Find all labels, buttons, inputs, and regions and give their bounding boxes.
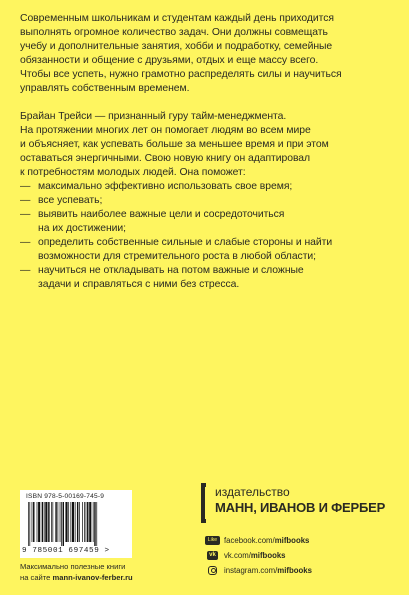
social-link-facebook[interactable]	[205, 535, 309, 547]
publisher-name: МАНН, ИВАНОВ И ФЕРБЕР	[215, 500, 386, 515]
publisher-label: издательство	[215, 485, 290, 499]
facebook-like-icon: Like	[205, 536, 220, 545]
social-url	[224, 551, 286, 560]
social-url	[224, 536, 309, 545]
instagram-icon	[208, 566, 217, 575]
list-item-text: научиться не откладывать на потом важные и сложные задачи и справляться с ними без стресса.	[38, 265, 304, 290]
benefits-list	[20, 180, 392, 292]
promo-prefix: на сайте	[20, 572, 53, 582]
list-item	[20, 208, 392, 236]
list-item-text: все успевать;	[38, 195, 103, 206]
list-item-text: максимально эффективно использовать свое время;	[38, 181, 293, 192]
social-handle: mifbooks	[274, 536, 310, 545]
vk-icon: vk	[207, 551, 218, 560]
publisher-site-link[interactable]: mann-ivanov-ferber.ru	[52, 572, 133, 582]
social-link-vk[interactable]	[205, 550, 286, 562]
description-paragraph-2: Брайан Трейси — признанный гуру тайм-менеджмента. На протяжении многих лет он помогает людям во всем мире и объясняет, как успевать больше за меньшее время и при этом оставаться энергичными. Свою новую книгу он адаптировал к потребностям молодых людей. Она поможет:	[20, 111, 329, 178]
social-domain: instagram.com/	[224, 566, 278, 575]
bracket-icon	[201, 483, 206, 523]
social-handle: mifbooks	[277, 566, 312, 575]
social-link-instagram[interactable]	[205, 565, 312, 577]
list-dash: —	[20, 181, 31, 192]
promo-text	[20, 562, 133, 583]
social-handle: mifbooks	[250, 551, 286, 560]
social-url	[224, 566, 312, 575]
isbn-barcode	[20, 490, 132, 558]
social-domain: facebook.com/	[224, 536, 275, 545]
barcode-digits: 9 785001 697459 >	[22, 547, 110, 555]
promo-line-2	[20, 573, 133, 584]
list-dash: —	[20, 209, 31, 220]
list-item-text: выявить наиболее важные цели и сосредоточиться на их достижении;	[38, 209, 285, 234]
list-item	[20, 236, 392, 264]
list-dash: —	[20, 195, 31, 206]
list-item-text: определить собственные сильные и слабые стороны и найти возможности для стремительного роста в любой области;	[38, 237, 333, 262]
barcode-bars	[26, 502, 126, 546]
description-paragraph-1: Современным школьникам и студентам каждый день приходится выполнять огромное количество задач. Они должны совмещать учебу и дополнительные занятия, хобби и подработку, семейные обязанности и общение с друзьями, отдых и еще массу всего. Чтобы все успеть, нужно грамотно распределять силы и научиться управлять собственным временем.	[20, 13, 342, 94]
promo-line-1: Максимально полезные книги	[20, 562, 126, 571]
book-description	[20, 12, 392, 292]
list-item	[20, 264, 392, 292]
list-dash: —	[20, 265, 31, 276]
list-item	[20, 180, 392, 194]
social-domain: vk.com/	[224, 551, 251, 560]
list-item	[20, 194, 392, 208]
list-dash: —	[20, 237, 31, 248]
isbn-number: ISBN 978-5-00169-745-9	[26, 493, 105, 500]
